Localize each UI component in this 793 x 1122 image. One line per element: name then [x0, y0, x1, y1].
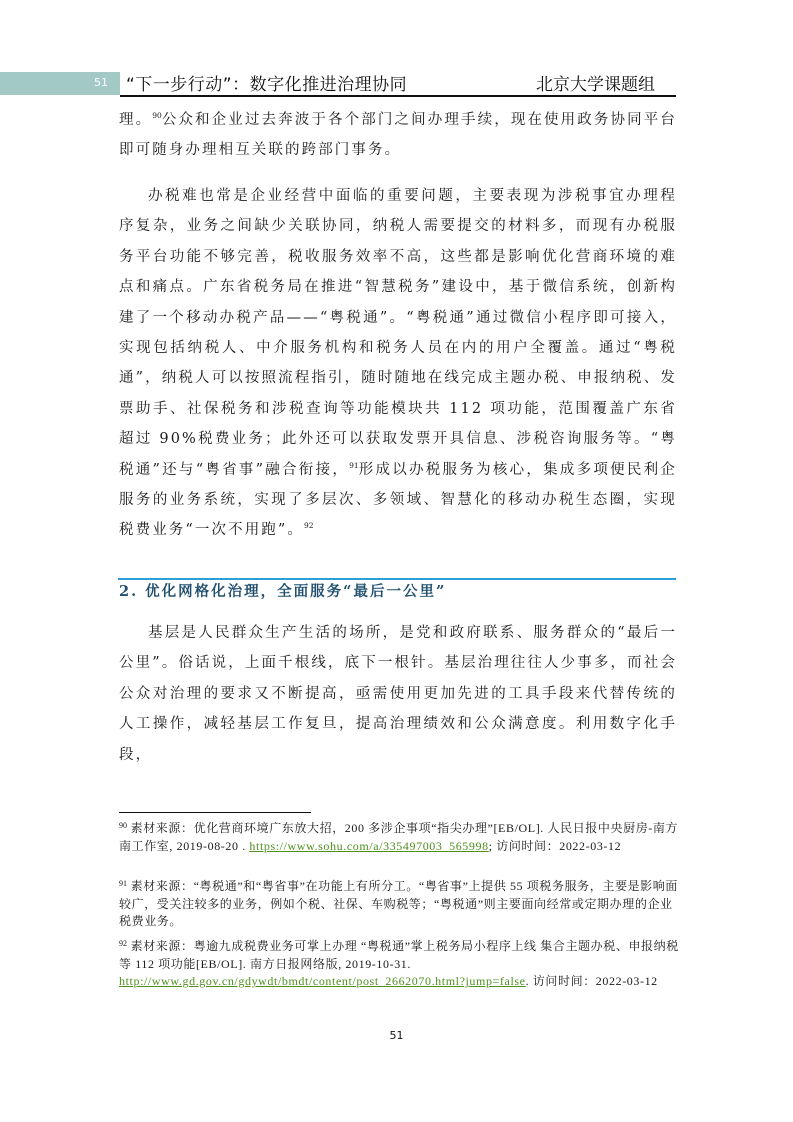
para3-text: 基层是人民群众生产生活的场所，是党和政府联系、服务群众的“最后一公里”。俗话说，上面千根线，底下一根针。基层治理往往人少事多，而社会公众对治理的要求又不断提高，亟需使用更加先进的工具手段来代替传统的人工操作，减轻基层工作复旦，提高治理绩效和公众满意度。利用数字化手段， [119, 625, 677, 763]
para2-text-a: 办税难也常是企业经营中面临的重要问题，主要表现为涉税事宜办理程序复杂，业务之间缺少关联协同，纳税人需要提交的材料多，而现有办税服务平台功能不够完善，税收服务效率不高，这些都是影响优化营商环境的难点和痛点。广东省税务局在推进“智慧税务”建设中，基于微信系统，创新构建了一个移动办税产品——“粤税通”。“粤税通”通过微信小程序即可接入，实现包括纳税人、中介服务机构和税务人员在内的用户全覆盖。通过“粤税通”，纳税人可以按照流程指引，随时随地在线完成主题办税、申报纳税、发票助手、社保税务和涉税查询等功能模块共 112 项功能，范围覆盖广东省超过 90%税费业务；此外还可以获取发票开具信息、涉税咨询服务等。“粤税通”还与“粤省事”融合衔接， [119, 188, 677, 478]
footnote-number: 92 [119, 939, 127, 948]
footnote-number: 91 [119, 879, 127, 888]
footnote-ref-90[interactable]: 90 [152, 111, 162, 120]
para1-text-b: 公众和企业过去奔波于各个部门之间办理手续，现在使用政务协同平台即可随身办理相互关联的跨部门事务。 [119, 112, 677, 159]
footnote-separator [119, 812, 311, 813]
paragraph-3 [119, 618, 677, 770]
paragraph-2 [119, 181, 677, 546]
footnote-91 [119, 878, 679, 931]
footnote-ref-92[interactable]: 92 [304, 521, 314, 531]
footnote-text: 素材来源：优化营商环境广东放大招，200 多涉企事项“指尖办理”[EB/OL]. 人民日报中央厨房-南方南工作室, 2019-08-20 . [119, 821, 679, 853]
para1-text-a: 理。 [119, 112, 153, 128]
running-header-author: 北京大学课题组 [536, 75, 655, 95]
paragraph-1 [119, 105, 677, 166]
footer-page-number: 51 [389, 1029, 404, 1042]
footnote-link[interactable]: https://www.sohu.com/a/335497003_565998 [249, 838, 489, 853]
footnote-text: 素材来源：“粤税通”和“粤省事”在功能上有所分工。“粤省事”上提供 55 项税务服务，主要是影响面较广，受关注较多的业务，例如个税、社保、车购税等；“粤税通”则主要面向经常或定期办理的企业税费业务。 [119, 879, 678, 928]
header-band [0, 72, 120, 95]
footnote-text: . 访问时间：2022-03-12 [525, 974, 658, 988]
footnote-92 [119, 938, 679, 991]
footnote-90 [119, 820, 679, 855]
footnote-text: ; 访问时间：2022-03-12 [488, 838, 622, 853]
section-heading: 2. 优化网格化治理，全面服务“最后一公里” [119, 583, 447, 600]
header-page-number: 51 [94, 76, 108, 89]
footnote-ref-91[interactable]: 91 [349, 460, 359, 470]
header-rule [120, 95, 676, 97]
footnote-number: 90 [119, 821, 127, 830]
para2-text-b: 形成以办税服务为核心，集成多项便民利企服务的业务系统，实现了多层次、多领域、智慧化的移动办税生态圈，实现税费业务“一次不用跑”。 [119, 461, 677, 539]
running-header-title: “下一步行动”：数字化推进治理协同 [126, 75, 408, 95]
footnote-link[interactable]: http://www.gd.gov.cn/gdywdt/bmdt/content/post_2662070.html?jump=false [119, 974, 526, 988]
footnote-text: 素材来源：粤逾九成税费业务可掌上办理 “粤税通”掌上税务局小程序上线 集合主题办税、申报纳税等 112 项功能[EB/OL]. 南方日报网络版, 2019-10-31. [119, 939, 679, 971]
